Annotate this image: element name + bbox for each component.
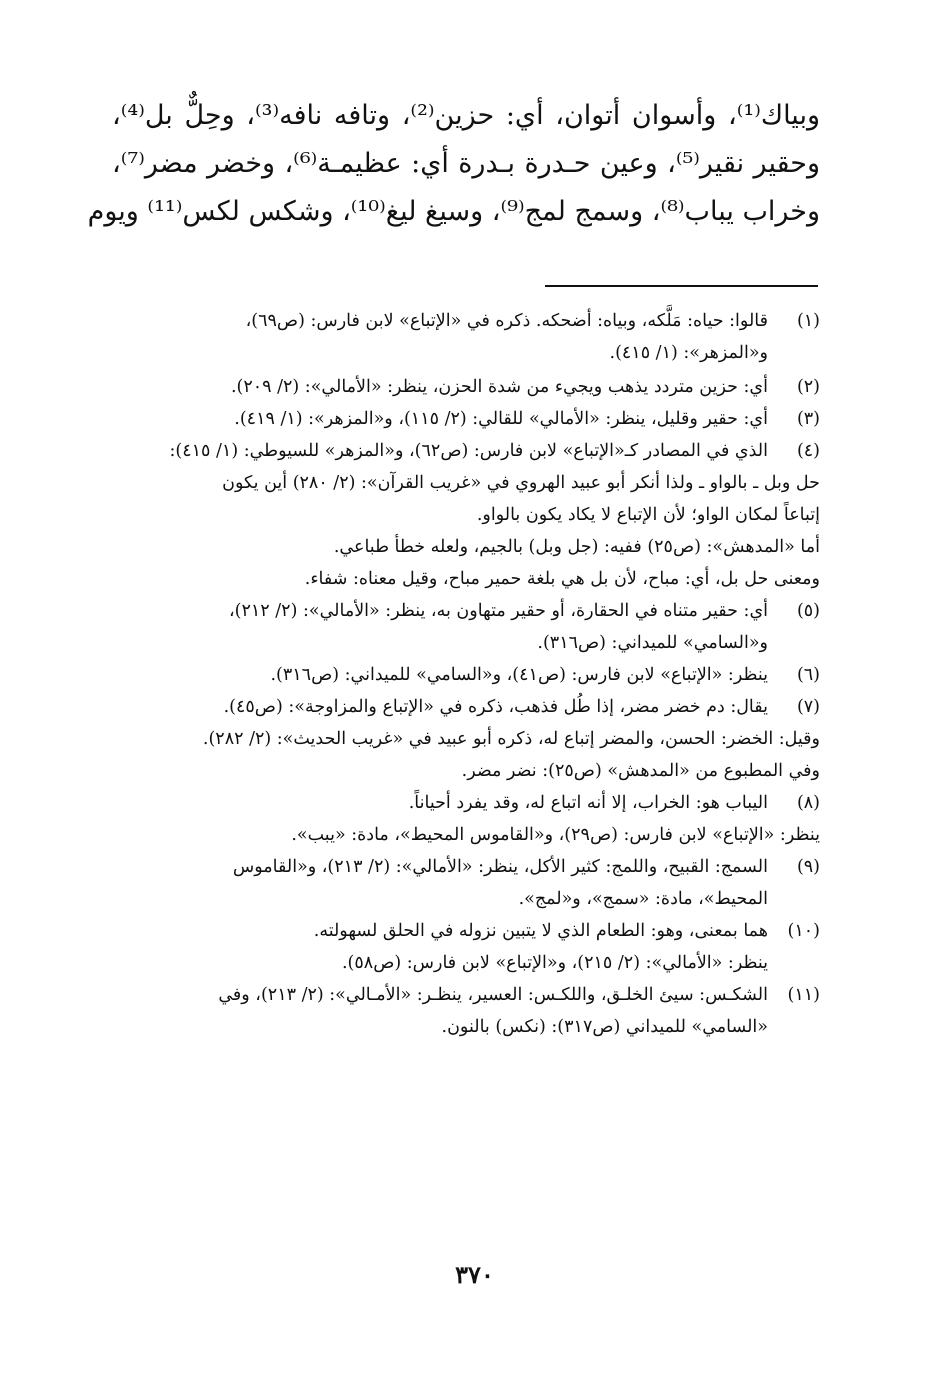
footnote-line: هما بمعنى، وهو: الطعام الذي لا يتبين نزوله في الحلق لسهولته. (313, 921, 768, 941)
footnote-line: حل وبل ـ بالواو ـ ولذا أنكر أبو عبيد الهروي في «غريب القرآن»: (٢/ ٢٨٠) أين يكون (222, 473, 820, 493)
footnote-line: أي: حزين متردد يذهب ويجيء من شدة الحزن، ينظر: «الأمالي»: (٢/ ٢٠٩). (230, 377, 768, 397)
footnote-line: أي: حقير وقليل، ينظر: «الأمالي» للقالي: (٢/ ١١٥)، و«المزهر»: (١/ ٤١٩). (234, 409, 768, 429)
footnote-line: و«المزهر»: (١/ ٤١٥). (609, 343, 768, 363)
footnote-divider (545, 285, 818, 287)
footnote-number: (١١) (787, 985, 820, 1005)
footnote-line: يقال: دم خضر مضر، إذا طُل فذهب، ذكره في «الإتباع والمزاوجة»: (ص٤٥). (223, 697, 768, 717)
footnote-8 (112, 787, 820, 851)
footnote-9 (112, 851, 820, 915)
footnote-line: أي: حقير متناه في الحقارة، أو حقير متهاون به، ينظر: «الأمالي»: (٢/ ٢١٢)، (229, 601, 768, 621)
main-text-block (87, 92, 820, 236)
footnote-11 (112, 979, 820, 1043)
footnote-line: قالوا: حياه: مَلَّكه، وبياه: أضحكه. ذكره في «الإتباع» لابن فارس: (ص٦٩)، (245, 311, 768, 331)
footnote-3 (112, 403, 820, 435)
footnote-number: (٢) (796, 377, 820, 397)
footnote-number: (٣) (796, 409, 820, 429)
footnote-number: (٩) (796, 857, 820, 877)
footnote-line: اليباب هو: الخراب، إلا أنه اتباع له، وقد يفرد أحياناً. (408, 793, 768, 813)
footnote-number: (٨) (796, 793, 820, 813)
footnote-2 (112, 371, 820, 403)
footnotes (112, 305, 820, 1043)
footnote-line: وفي المطبوع من «المدهش» (ص٢٥): نضر مضر. (461, 761, 820, 781)
main-paragraph (87, 92, 820, 236)
footnote-line: و«السامي» للميداني: (ص٣١٦). (537, 633, 768, 653)
footnote-7 (112, 691, 820, 787)
footnote-line: ينظر: «الإتباع» لابن فارس: (ص٢٩)، و«القاموس المحيط»، مادة: «يبب». (291, 825, 820, 845)
footnote-line: الذي في المصادر كـ«الإتباع» لابن فارس: (ص٦٢)، و«المزهر» للسيوطي: (١/ ٤١٥): (169, 441, 768, 461)
footnote-1 (112, 305, 820, 369)
footnote-line: السمج: القبيح، واللمج: كثير الأكل، ينظر: «الأمالي»: (٢/ ٢١٣)، و«القاموس (232, 857, 768, 877)
main-line: وحقير نقير⁽⁵⁾، وعين حـدرة بـدرة أي: عظيمـة⁽⁶⁾، وخضر مضر⁽⁷⁾، (112, 148, 820, 179)
footnote-10 (112, 915, 820, 979)
footnote-line: «السامي» للميداني (ص٣١٧): (نكس) بالنون. (441, 1017, 768, 1037)
footnote-number: (٧) (796, 697, 820, 717)
footnote-number: (١٠) (787, 921, 820, 941)
main-line: وبياك⁽¹⁾، وأسوان أتوان، أي: حزين⁽²⁾، وتافه نافه⁽³⁾، وحِلٌّ بل⁽⁴⁾، (112, 100, 820, 131)
footnote-line: أما «المدهش»: (ص٢٥) ففيه: (جل وبل) بالجيم، ولعله خطأ طباعي. (333, 537, 820, 557)
footnote-line: ومعنى حل بل، أي: مباح، لأن بل هي بلغة حمير مباح، وقيل معناه: شفاء. (304, 569, 820, 589)
footnote-line: ينظر: «الإتباع» لابن فارس: (ص٤١)، و«السامي» للميداني: (ص٣١٦). (270, 665, 768, 685)
footnote-line: إتباعاً لمكان الواو؛ لأن الإتباع لا يكاد يكون بالواو. (476, 505, 820, 525)
page-number: ٣٧٠ (455, 1260, 494, 1289)
footnote-number: (١) (796, 311, 820, 331)
footnote-6 (112, 659, 820, 691)
main-line: وخراب يباب⁽⁸⁾، وسمج لمج⁽⁹⁾، وسيغ ليغ⁽¹⁰⁾، وشكس لكس⁽¹¹⁾ ويوم (87, 196, 820, 227)
footnote-4 (112, 435, 820, 595)
footnote-number: (٤) (796, 441, 820, 461)
footnote-line: وقيل: الخضر: الحسن، والمضر إتباع له، ذكره أبو عبيد في «غريب الحديث»: (٢/ ٢٨٢). (202, 729, 820, 749)
footnote-line: ينظر: «الأمالي»: (٢/ ٢١٥)، و«الإتباع» لابن فارس: (ص٥٨). (341, 953, 768, 973)
footnote-number: (٥) (796, 601, 820, 621)
footnote-line: الشكـس: سيئ الخلـق، واللكـس: العسير، ينظـر: «الأمـالي»: (٢/ ٢١٣)، وفي (218, 985, 768, 1005)
footnote-5 (112, 595, 820, 659)
footnote-number: (٦) (796, 665, 820, 685)
footnote-line: المحيط»، مادة: «سمج»، و«لمج». (518, 889, 768, 909)
